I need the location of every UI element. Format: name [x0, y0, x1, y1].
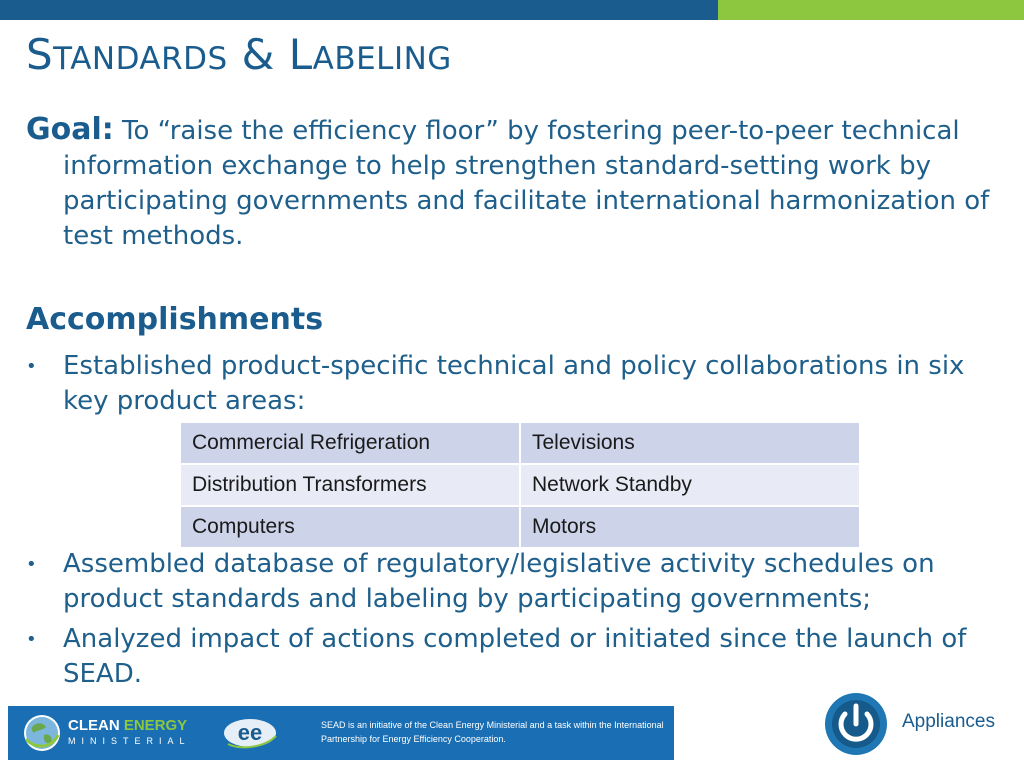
table-row — [180, 506, 860, 548]
bullet-marker: • — [26, 629, 37, 650]
bullet-text: Established product-specific technical and policy collaborations in six key product areas: — [63, 351, 965, 416]
power-icon — [824, 692, 888, 756]
bullet-marker: • — [26, 356, 37, 377]
bullet-item — [26, 622, 1006, 692]
table-row — [180, 422, 860, 464]
bullet-text: Assembled database of regulatory/legislative activity schedules on product standards and labeling by participating governments; — [63, 549, 935, 614]
top-bar-green — [718, 0, 1024, 20]
title-ampersand: & — [241, 30, 275, 79]
accomplishments-heading: Accomplishments — [26, 302, 324, 337]
table-row — [180, 464, 860, 506]
title-word-labeling: ABELING — [312, 41, 452, 77]
footer-note: SEAD is an initiative of the Clean Energy Ministerial and a task within the International Partnership for Energy Efficiency Cooperation. — [321, 720, 664, 744]
product-areas-table — [179, 421, 861, 549]
cem-wordmark — [68, 717, 187, 734]
bullet-item — [26, 349, 1006, 419]
goal-label: Goal: — [26, 112, 114, 147]
table-cell: Computers — [180, 506, 520, 548]
table-cell: Motors — [520, 506, 860, 548]
bullet-item — [26, 547, 1006, 617]
footer-band — [8, 706, 674, 760]
table-cell: Televisions — [520, 422, 860, 464]
title-word-standards: TANDARDS — [53, 41, 228, 77]
title-initial-l: L — [288, 30, 313, 79]
bullet-marker: • — [26, 554, 37, 575]
svg-text:ee: ee — [237, 720, 263, 745]
title-initial-s: S — [26, 30, 54, 79]
bullet-text: Analyzed impact of actions completed or initiated since the launch of SEAD. — [63, 624, 967, 689]
globe-icon — [22, 713, 62, 753]
ipeec-logo — [220, 716, 282, 750]
slide-title — [26, 30, 452, 79]
table-cell: Network Standby — [520, 464, 860, 506]
goal-text: To “raise the efficiency floor” by fostering peer-to-peer technical information exchange to help strengthen standard-setting work by participating governments and facilitate international harmonization of test methods. — [63, 116, 990, 251]
cem-subtitle: MINISTERIAL — [68, 736, 191, 746]
goal-paragraph — [26, 112, 1023, 254]
appliances-label: Appliances — [902, 711, 995, 732]
top-bar-blue — [0, 0, 718, 20]
cem-word-clean: CLEAN — [68, 717, 120, 734]
cem-word-energy: ENERGY — [123, 717, 188, 734]
table-cell: Distribution Transformers — [180, 464, 520, 506]
table-cell: Commercial Refrigeration — [180, 422, 520, 464]
